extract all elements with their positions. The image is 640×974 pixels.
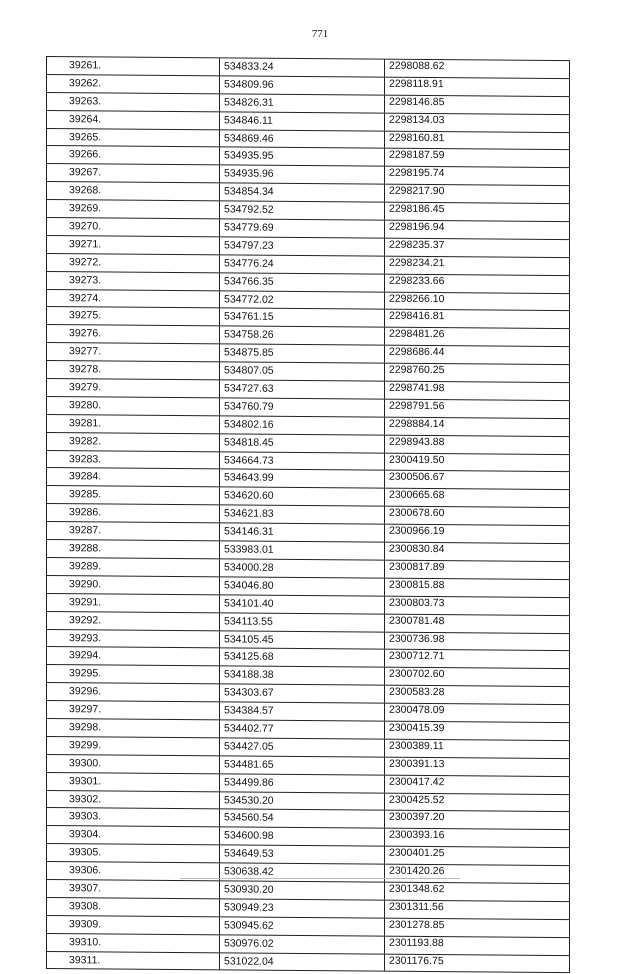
northing-cell: 2300815.88: [384, 578, 570, 596]
point-number-cell: 39267.: [46, 164, 219, 182]
point-number-cell: 39295.: [46, 665, 219, 683]
point-number-cell: 39289.: [46, 558, 219, 576]
easting-cell: 534384.57: [219, 702, 384, 720]
easting-cell: 534779.69: [219, 219, 384, 237]
easting-cell: 534797.23: [219, 237, 384, 255]
northing-cell: 2300665.68: [384, 489, 570, 507]
easting-cell: 534807.05: [219, 362, 384, 380]
northing-cell: 2298234.21: [384, 256, 570, 274]
easting-cell: 534846.11: [219, 112, 384, 130]
easting-cell: 534046.80: [219, 577, 384, 595]
point-number-cell: 39276.: [46, 325, 219, 343]
easting-cell: 534499.86: [219, 774, 384, 792]
point-number-cell: 39287.: [46, 522, 219, 540]
point-number-cell: 39281.: [46, 415, 219, 433]
easting-cell: 534758.26: [219, 327, 384, 345]
northing-cell: 2300401.25: [384, 847, 570, 865]
easting-cell: 534560.54: [219, 810, 384, 828]
point-number-cell: 39293.: [46, 630, 219, 648]
northing-cell: 2300506.67: [384, 471, 570, 489]
easting-cell: 534427.05: [219, 738, 384, 756]
northing-cell: 2300478.09: [384, 704, 570, 722]
easting-cell: 534600.98: [219, 828, 384, 846]
northing-cell: 2298195.74: [384, 167, 570, 185]
table-row: [46, 952, 570, 974]
easting-cell: 534854.34: [219, 184, 384, 202]
northing-cell: 2298760.25: [384, 364, 570, 382]
point-number-cell: 39302.: [46, 791, 219, 809]
point-number-cell: 39311.: [46, 952, 219, 970]
point-number-cell: 39306.: [46, 862, 219, 880]
point-number-cell: 39305.: [46, 844, 219, 862]
point-number-cell: 39299.: [46, 737, 219, 755]
northing-cell: 2300781.48: [384, 614, 570, 632]
northing-cell: 2300393.16: [384, 829, 570, 847]
northing-cell: 2298233.66: [384, 274, 570, 292]
easting-cell: 530930.20: [219, 881, 384, 899]
easting-cell: 534402.77: [219, 720, 384, 738]
easting-cell: 530945.62: [219, 917, 384, 935]
point-number-cell: 39296.: [46, 683, 219, 701]
point-number-cell: 39298.: [46, 719, 219, 737]
northing-cell: 2298266.10: [384, 292, 570, 310]
northing-cell: 2301278.85: [384, 918, 570, 936]
easting-cell: 534000.28: [219, 559, 384, 577]
northing-cell: 2298186.45: [384, 203, 570, 221]
easting-cell: 534818.45: [219, 434, 384, 452]
northing-cell: 2298791.56: [384, 400, 570, 418]
easting-cell: 534620.60: [219, 488, 384, 506]
northing-cell: 2301176.75: [384, 954, 570, 972]
northing-cell: 2301348.62: [384, 883, 570, 901]
northing-cell: 2298088.62: [384, 60, 570, 78]
point-number-cell: 39308.: [46, 898, 219, 916]
northing-cell: 2298160.81: [384, 131, 570, 149]
northing-cell: 2300389.11: [384, 739, 570, 757]
easting-cell: 530949.23: [219, 899, 384, 917]
easting-cell: 530976.02: [219, 935, 384, 953]
northing-cell: 2298416.81: [384, 310, 570, 328]
easting-cell: 534772.02: [219, 291, 384, 309]
point-number-cell: 39273.: [46, 272, 219, 290]
point-number-cell: 39278.: [46, 361, 219, 379]
point-number-cell: 39264.: [46, 111, 219, 129]
easting-cell: 534643.99: [219, 470, 384, 488]
point-number-cell: 39271.: [46, 236, 219, 254]
point-number-cell: 39283.: [46, 451, 219, 469]
northing-cell: 2298943.88: [384, 435, 570, 453]
northing-cell: 2300419.50: [384, 453, 570, 471]
easting-cell: 534935.95: [219, 148, 384, 166]
northing-cell: 2298217.90: [384, 185, 570, 203]
easting-cell: 534649.53: [219, 846, 384, 864]
point-number-cell: 39280.: [46, 397, 219, 415]
easting-cell: 534935.96: [219, 166, 384, 184]
point-number-cell: 39301.: [46, 773, 219, 791]
point-number-cell: 39309.: [46, 916, 219, 934]
point-number-cell: 39279.: [46, 379, 219, 397]
easting-cell: 534761.15: [219, 309, 384, 327]
northing-cell: 2301311.56: [384, 901, 570, 919]
easting-cell: 534875.85: [219, 345, 384, 363]
point-number-cell: 39266.: [46, 146, 219, 164]
point-number-cell: 39277.: [46, 343, 219, 361]
point-number-cell: 39269.: [46, 200, 219, 218]
easting-cell: 534760.79: [219, 398, 384, 416]
easting-cell: 534146.31: [219, 524, 384, 542]
northing-cell: 2298741.98: [384, 382, 570, 400]
easting-cell: 534105.45: [219, 631, 384, 649]
point-number-cell: 39310.: [46, 934, 219, 952]
northing-cell: 2300678.60: [384, 507, 570, 525]
point-number-cell: 39261.: [46, 57, 219, 75]
easting-cell: 534802.16: [219, 416, 384, 434]
point-number-cell: 39262.: [46, 75, 219, 93]
easting-cell: 534481.65: [219, 756, 384, 774]
northing-cell: 2298235.37: [384, 239, 570, 257]
easting-cell: 534792.52: [219, 201, 384, 219]
easting-cell: 531022.04: [219, 953, 384, 971]
northing-cell: 2298481.26: [384, 328, 570, 346]
easting-cell: 534188.38: [219, 667, 384, 685]
easting-cell: 534125.68: [219, 649, 384, 667]
point-number-cell: 39290.: [46, 576, 219, 594]
point-number-cell: 39272.: [46, 254, 219, 272]
easting-cell: 534664.73: [219, 452, 384, 470]
northing-cell: 2298196.94: [384, 221, 570, 239]
point-number-cell: 39291.: [46, 594, 219, 612]
northing-cell: 2300583.28: [384, 686, 570, 704]
point-number-cell: 39288.: [46, 540, 219, 558]
point-number-cell: 39286.: [46, 504, 219, 522]
northing-cell: 2301420.26: [384, 865, 570, 883]
easting-cell: 534869.46: [219, 130, 384, 148]
footer-divider: [180, 878, 460, 879]
northing-cell: 2300830.84: [384, 543, 570, 561]
point-number-cell: 39285.: [46, 486, 219, 504]
northing-cell: 2300712.71: [384, 650, 570, 668]
northing-cell: 2300425.52: [384, 793, 570, 811]
northing-cell: 2298134.03: [384, 113, 570, 131]
point-number-cell: 39274.: [46, 290, 219, 308]
point-number-cell: 39263.: [46, 93, 219, 111]
point-number-cell: 39284.: [46, 468, 219, 486]
easting-cell: 534809.96: [219, 76, 384, 94]
northing-cell: 2300803.73: [384, 596, 570, 614]
northing-cell: 2300966.19: [384, 525, 570, 543]
point-number-cell: 39270.: [46, 218, 219, 236]
easting-cell: 533983.01: [219, 541, 384, 559]
point-number-cell: 39307.: [46, 880, 219, 898]
point-number-cell: 39282.: [46, 433, 219, 451]
northing-cell: 2300397.20: [384, 811, 570, 829]
point-number-cell: 39292.: [46, 612, 219, 630]
easting-cell: 530638.42: [219, 863, 384, 881]
northing-cell: 2298686.44: [384, 346, 570, 364]
point-number-cell: 39300.: [46, 755, 219, 773]
easting-cell: 534101.40: [219, 595, 384, 613]
point-number-cell: 39294.: [46, 647, 219, 665]
northing-cell: 2300415.39: [384, 722, 570, 740]
easting-cell: 534303.67: [219, 685, 384, 703]
point-number-cell: 39304.: [46, 826, 219, 844]
coordinates-table: [46, 56, 570, 974]
northing-cell: 2298884.14: [384, 417, 570, 435]
northing-cell: 2301193.88: [384, 936, 570, 954]
northing-cell: 2298146.85: [384, 95, 570, 113]
easting-cell: 534621.83: [219, 506, 384, 524]
easting-cell: 534826.31: [219, 94, 384, 112]
northing-cell: 2300417.42: [384, 775, 570, 793]
easting-cell: 534530.20: [219, 792, 384, 810]
northing-cell: 2300391.13: [384, 757, 570, 775]
point-number-cell: 39265.: [46, 129, 219, 147]
easting-cell: 534766.35: [219, 273, 384, 291]
point-number-cell: 39275.: [46, 307, 219, 325]
easting-cell: 534113.55: [219, 613, 384, 631]
northing-cell: 2300702.60: [384, 668, 570, 686]
point-number-cell: 39297.: [46, 701, 219, 719]
northing-cell: 2300817.89: [384, 561, 570, 579]
northing-cell: 2298187.59: [384, 149, 570, 167]
northing-cell: 2298118.91: [384, 78, 570, 96]
easting-cell: 534727.63: [219, 380, 384, 398]
easting-cell: 534833.24: [219, 58, 384, 76]
easting-cell: 534776.24: [219, 255, 384, 273]
northing-cell: 2300736.98: [384, 632, 570, 650]
point-number-cell: 39303.: [46, 808, 219, 826]
page-number: 771: [311, 28, 329, 40]
point-number-cell: 39268.: [46, 182, 219, 200]
